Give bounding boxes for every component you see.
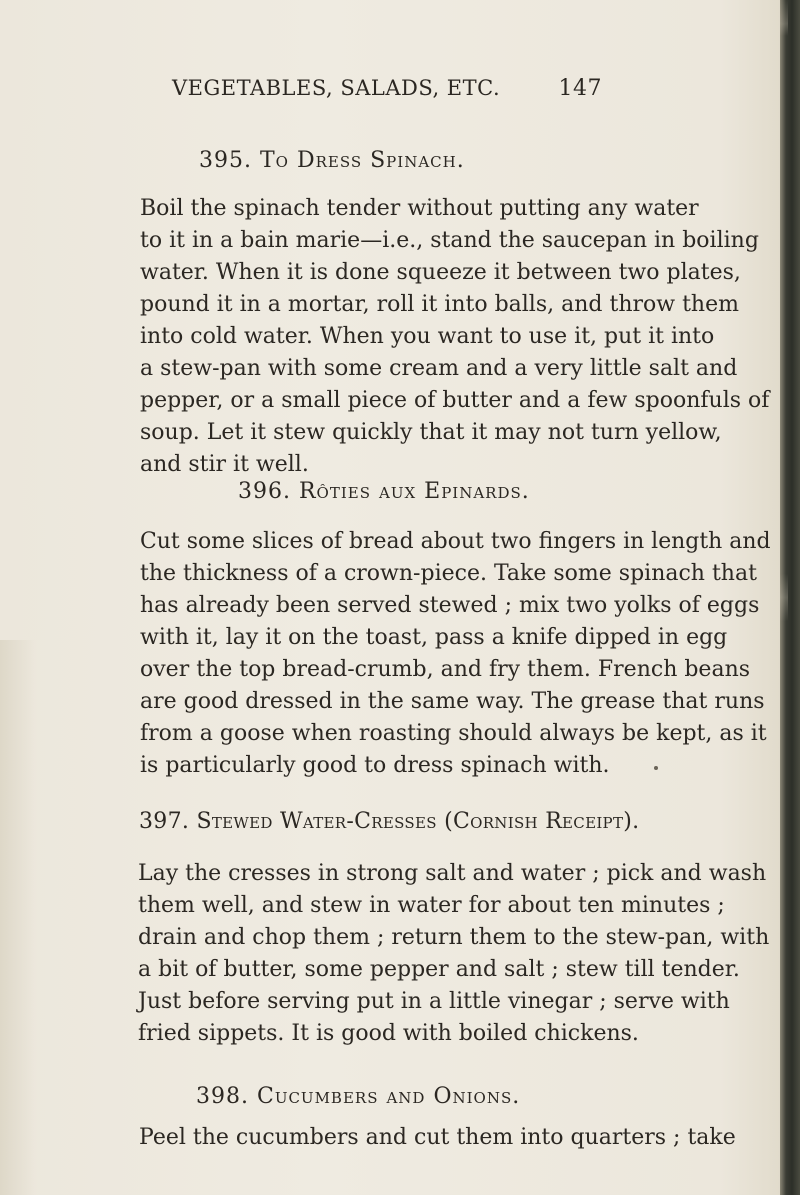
entry-heading-396 [238, 479, 530, 504]
page-shadow [0, 640, 36, 1195]
body-line: Cut some slices of bread about two fingers in length and [140, 529, 771, 554]
entry-heading-398 [196, 1084, 520, 1109]
entry-number: 398. [196, 1084, 249, 1109]
body-line: over the top bread-crumb, and fry them. French beans [140, 657, 751, 682]
body-line: drain and chop them ; return them to the stew-pan, with [138, 925, 770, 950]
body-line: from a goose when roasting should always be kept, as it [140, 721, 767, 746]
body-line: is particularly good to dress spinach with. [140, 753, 610, 778]
body-line: has already been served stewed ; mix two yolks of eggs [140, 593, 760, 618]
entry-heading-395 [199, 148, 465, 173]
body-line: them well, and stew in water for about ten minutes ; [138, 893, 725, 918]
ink-speck [654, 766, 658, 770]
body-line: are good dressed in the same way. The grease that runs [140, 689, 765, 714]
body-line: pepper, or a small piece of butter and a few spoonfuls of [140, 388, 770, 413]
body-line: pound it in a mortar, roll it into balls, and throw them [140, 292, 739, 317]
body-line: Just before serving put in a little vinegar ; serve with [138, 989, 730, 1014]
body-line: Boil the spinach tender without putting any water [140, 196, 699, 221]
body-line: a stew-pan with some cream and a very little salt and [140, 356, 738, 381]
body-line: with it, lay it on the toast, pass a knife dipped in egg [140, 625, 728, 650]
entry-title: To Dress Spinach. [259, 148, 465, 173]
entry-number: 395. [199, 148, 252, 173]
entry-number: 397. [139, 809, 190, 834]
page-number: 147 [558, 76, 602, 101]
entry-title: Cucumbers and Onions. [256, 1084, 521, 1109]
body-line: the thickness of a crown-piece. Take some spinach that [140, 561, 757, 586]
body-line: Peel the cucumbers and cut them into quarters ; take [139, 1125, 736, 1150]
body-line: fried sippets. It is good with boiled chickens. [138, 1021, 639, 1046]
entry-title: Rôties aux Epinards. [298, 479, 530, 504]
body-line: into cold water. When you want to use it, put it into [140, 324, 715, 349]
body-line: Lay the cresses in strong salt and water ; pick and wash [138, 861, 767, 886]
running-head [172, 76, 602, 101]
body-line: soup. Let it stew quickly that it may not turn yellow, [140, 420, 722, 445]
body-line: a bit of butter, some pepper and salt ; stew till tender. [138, 957, 740, 982]
page-edge-binding [780, 0, 800, 1195]
entry-title: Stewed Water-Cresses (Cornish Receipt). [196, 809, 640, 834]
entry-number: 396. [238, 479, 291, 504]
entry-heading-397 [139, 809, 639, 834]
body-line: and stir it well. [140, 452, 309, 477]
running-head-title: VEGETABLES, SALADS, ETC. [172, 76, 501, 100]
body-line: to it in a bain marie—i.e., stand the saucepan in boiling [140, 228, 759, 253]
body-line: water. When it is done squeeze it between two plates, [140, 260, 741, 285]
